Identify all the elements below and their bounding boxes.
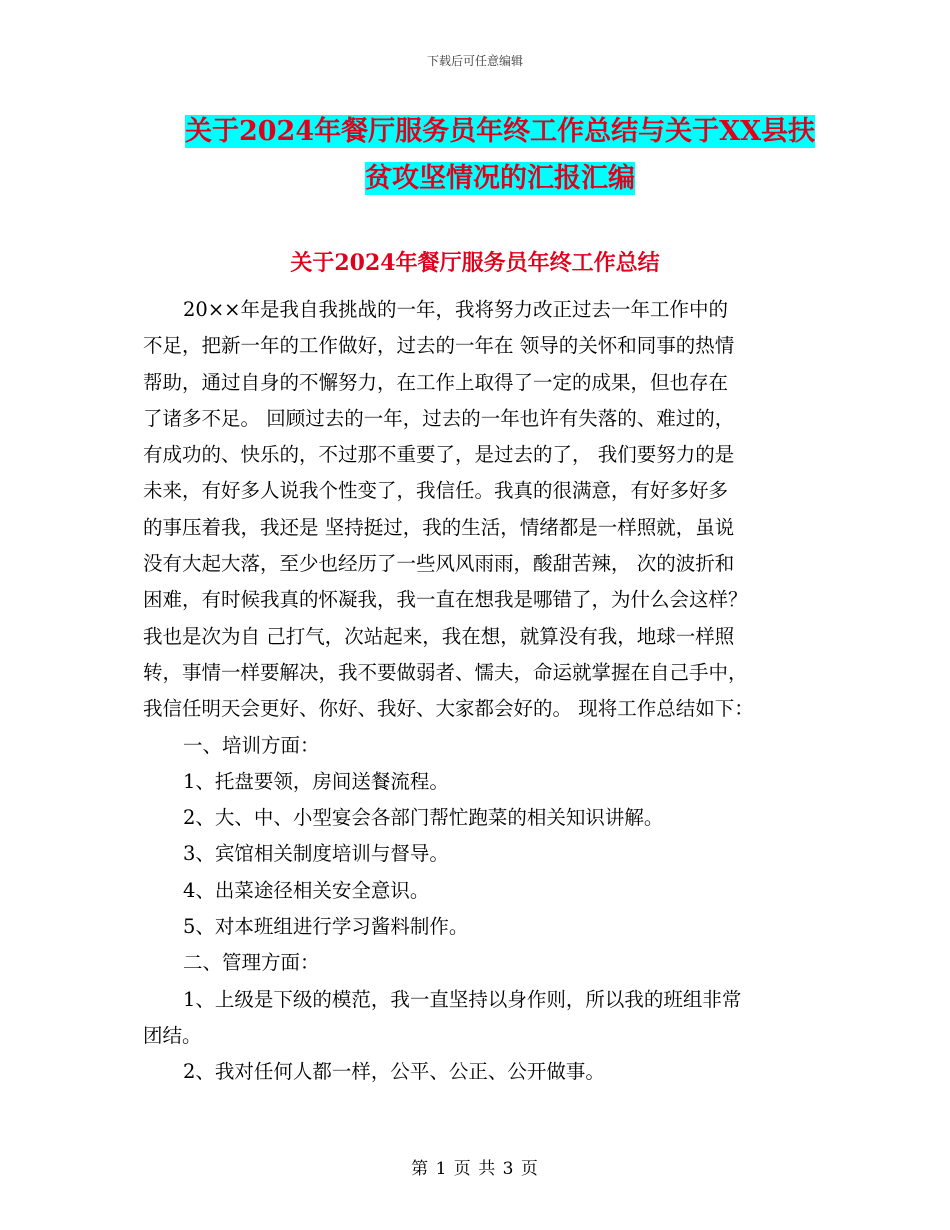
header-note: 下载后可任意编辑	[426, 54, 523, 68]
list-item: 1、上级是下级的模范，我一直坚持以身作则，所以我的班组非常	[183, 987, 742, 1011]
section-title: 关于2024年餐厅服务员年终工作总结	[290, 250, 660, 276]
paragraph-line: 没有大起大落，至少也经历了一些风风雨雨，酸甜苦辣， 次的波折和	[143, 552, 735, 576]
document-title	[150, 108, 850, 202]
paragraph-line: 困难，有时候我真的怀凝我，我一直在想我是哪错了，为什么会这样？	[143, 588, 748, 612]
list-item: 4、出菜途径相关安全意识。	[183, 878, 430, 902]
list-heading-management: 二、管理方面：	[183, 951, 320, 975]
body-text	[143, 292, 808, 1091]
paragraph-line: 我信任明天会更好、你好、我好、大家都会好的。 现将工作总结如下：	[143, 697, 754, 721]
list-heading-training: 一、培训方面：	[183, 733, 320, 757]
title-line-1: 关于2024年餐厅服务员年终工作总结与关于XX县扶	[184, 116, 816, 147]
paragraph-line: 我也是次为自 己打气，次站起来，我在想，就算没有我，地球一样照	[143, 624, 735, 648]
list-item: 1、托盘要领，房间送餐流程。	[183, 769, 449, 793]
paragraph-line: 的事压着我，我还是 坚持挺过，我的生活，情绪都是一样照就，虽说	[143, 515, 735, 539]
list-item: 5、对本班组进行学习酱料制作。	[183, 915, 469, 939]
paragraph-line: 未来，有好多人说我个性变了，我信任。我真的很满意，有好多好多	[143, 479, 729, 503]
paragraph-line: 20××年是我自我挑战的一年，我将努力改正过去一年工作中的	[183, 298, 728, 321]
list-item: 2、我对任何人都一样，公平、公正、公开做事。	[183, 1060, 605, 1084]
paragraph-line: 帮助，通过自身的不懈努力，在工作上取得了一定的成果，但也存在	[143, 370, 729, 394]
paragraph-line: 了诸多不足。 回顾过去的一年，过去的一年也许有失落的、难过的，	[143, 406, 735, 430]
list-item: 2、大、中、小型宴会各部门帮忙跑菜的相关知识讲解。	[183, 806, 664, 830]
paragraph-line: 有成功的、快乐的，不过那不重要了，是过去的了， 我们要努力的是	[143, 443, 735, 467]
list-item-continuation: 团结。	[143, 1023, 202, 1047]
paragraph-line: 转，事情一样要解决，我不要做弱者、懦夫，命运就掌握在自己手中，	[143, 660, 748, 684]
page-number: 第 1 页 共 3 页	[411, 1159, 539, 1179]
paragraph-line: 不足，把新一年的工作做好，过去的一年在 领导的关怀和同事的热情	[143, 334, 735, 358]
list-item: 3、宾馆相关制度培训与督导。	[183, 842, 449, 866]
title-line-2: 贫攻坚情况的汇报汇编	[365, 163, 635, 194]
